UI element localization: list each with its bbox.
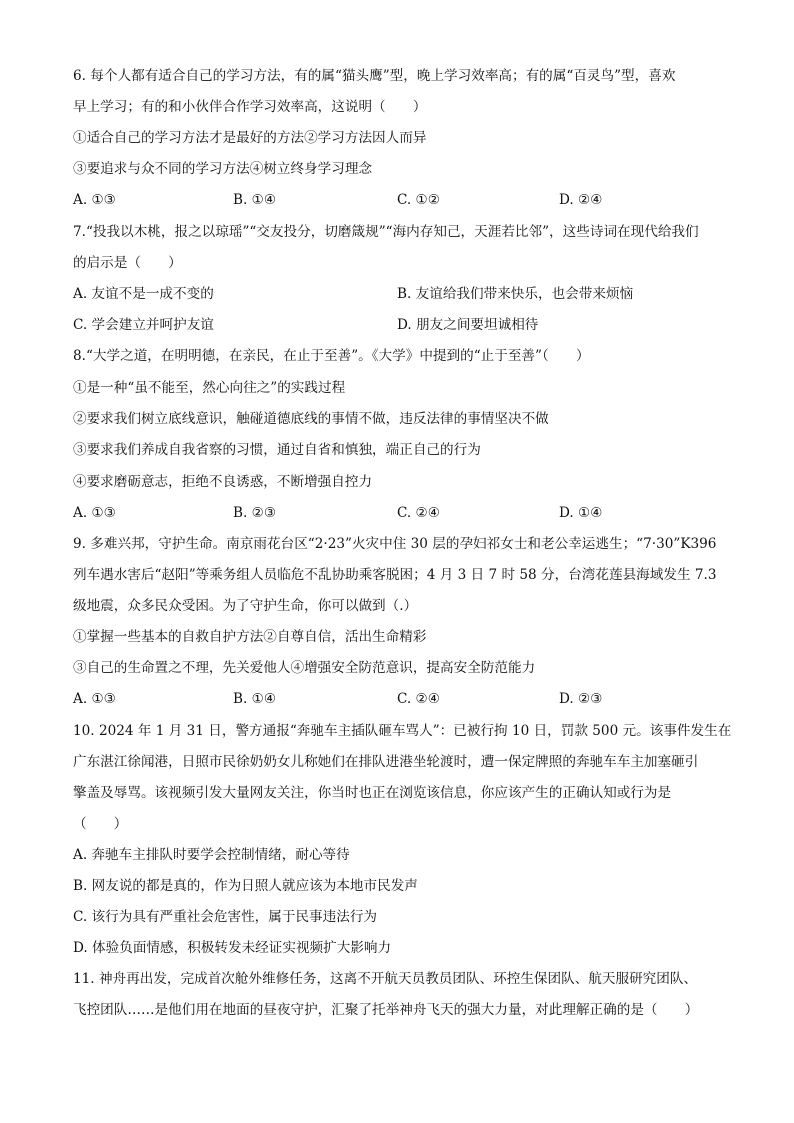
q9-option-a[interactable]: A. ①③ [73,691,116,707]
q6-stem-line-2: 早上学习；有的和小伙伴合作学习效率高，这说明（ ） [73,99,427,115]
q10-stem-line-1: 10. 2024 年 1 月 31 日，警方通报“奔驰车主插队砸车骂人”：已被行拘 10 日，罚款 500 元。该事件发生在 [73,723,732,739]
q8-statement-4: ④要求磨砺意志，拒绝不良诱惑，不断增强自控力 [73,474,373,490]
q7-options-row-1 [73,284,733,304]
q6-options [73,190,733,210]
q11-stem-line-2: 飞控团队……是他们用在地面的昼夜守护，汇聚了托举神舟飞天的强大力量，对此理解正确的是（ ） [73,1002,699,1018]
q8-option-c[interactable]: C. ②④ [397,505,440,521]
q9-option-b[interactable]: B. ①④ [233,691,277,707]
q9-option-d[interactable]: D. ②③ [559,691,603,707]
q9-options [73,689,733,709]
q8-stem-line-1: 8.“大学之道，在明明德，在亲民，在止于至善”。《大学》中提到的“止于至善”（ ） [73,348,590,364]
q7-options-row-2 [73,315,733,335]
q9-stem-line-2: 列车遇水害后“赵阳”等乘务组人员临危不乱协助乘客脱困；4 月 3 日 7 时 58 分，台湾花莲县海域发生 7.3 [73,567,717,583]
q9-option-c[interactable]: C. ②④ [397,691,440,707]
q7-option-b[interactable]: B. 友谊给我们带来快乐，也会带来烦恼 [397,286,634,302]
q6-option-a[interactable]: A. ①③ [73,192,116,208]
q8-statement-2: ②要求我们树立底线意识，触碰道德底线的事情不做，违反法律的事情坚决不做 [73,411,549,427]
q10-option-c[interactable]: C. 该行为具有严重社会危害性，属于民事违法行为 [73,909,378,925]
q8-option-a[interactable]: A. ①③ [73,505,116,521]
q10-stem-line-4: （ ） [73,816,128,832]
q10-stem-line-2: 广东湛江徐闻港，日照市民徐奶奶女儿称她们在排队进港坐轮渡时，遭一保定牌照的奔驰车车主加塞砸引 [73,754,699,770]
q6-statement-line-2: ③要追求与众不同的学习方法④树立终身学习理念 [73,161,373,177]
q8-option-d[interactable]: D. ①④ [559,505,603,521]
q7-option-c[interactable]: C. 学会建立并呵护友谊 [73,317,214,333]
q8-statement-3: ③要求我们养成自我省察的习惯，通过自省和慎独，端正自己的行为 [73,442,481,458]
q8-statement-1: ①是一种“虽不能至，然心向往之”的实践过程 [73,380,346,396]
q7-option-d[interactable]: D. 朋友之间要坦诚相待 [397,317,539,333]
q6-option-d[interactable]: D. ②④ [559,192,603,208]
q9-statement-line-2: ③自己的生命置之不理，先关爱他人④增强安全防范意识，提高安全防范能力 [73,660,536,676]
q9-statement-line-1: ①掌握一些基本的自救自护方法②自尊自信，活出生命精彩 [73,629,427,645]
q6-option-c[interactable]: C. ①② [397,192,440,208]
q10-stem-line-3: 擎盖及辱骂。该视频引发大量网友关注，你当时也正在浏览该信息，你应该产生的正确认知或行为是 [73,785,672,801]
q10-option-b[interactable]: B. 网友说的都是真的，作为日照人就应该为本地市民发声 [73,878,418,894]
q9-stem-line-1: 9. 多难兴邦，守护生命。南京雨花台区“2·23”火灾中住 30 层的孕妇祁女士和老公幸运逃生；“7·30”K396 [73,536,717,552]
q9-stem-line-3: 级地震，众多民众受困。为了守护生命，你可以做到（.） [73,598,418,614]
q7-stem-line-2: 的启示是（ ） [73,255,182,271]
q6-stem-line-1: 6. 每个人都有适合自己的学习方法，有的属“猫头鹰”型，晚上学习效率高；有的属“百灵鸟”型，喜欢 [73,68,676,84]
q6-statement-line-1: ①适合自己的学习方法才是最好的方法②学习方法因人而异 [73,130,427,146]
q10-option-a[interactable]: A. 奔驰车主排队时要学会控制情绪，耐心等待 [73,847,350,863]
q8-options [73,503,733,523]
q8-option-b[interactable]: B. ②③ [233,505,277,521]
q6-option-b[interactable]: B. ①④ [233,192,277,208]
q7-stem-line-1: 7.“投我以木桃，报之以琼瑶”“交友投分，切磨箴规”“海内存知己，天涯若比邻”，这些诗词在现代给我们 [73,224,699,240]
q11-stem-line-1: 11. 神舟再出发，完成首次舱外维修任务，这离不开航天员教员团队、环控生保团队、航天服研究团队、 [73,971,698,987]
q10-option-d[interactable]: D. 体验负面情感，积极转发未经证实视频扩大影响力 [73,940,392,956]
q7-option-a[interactable]: A. 友谊不是一成不变的 [73,286,214,302]
